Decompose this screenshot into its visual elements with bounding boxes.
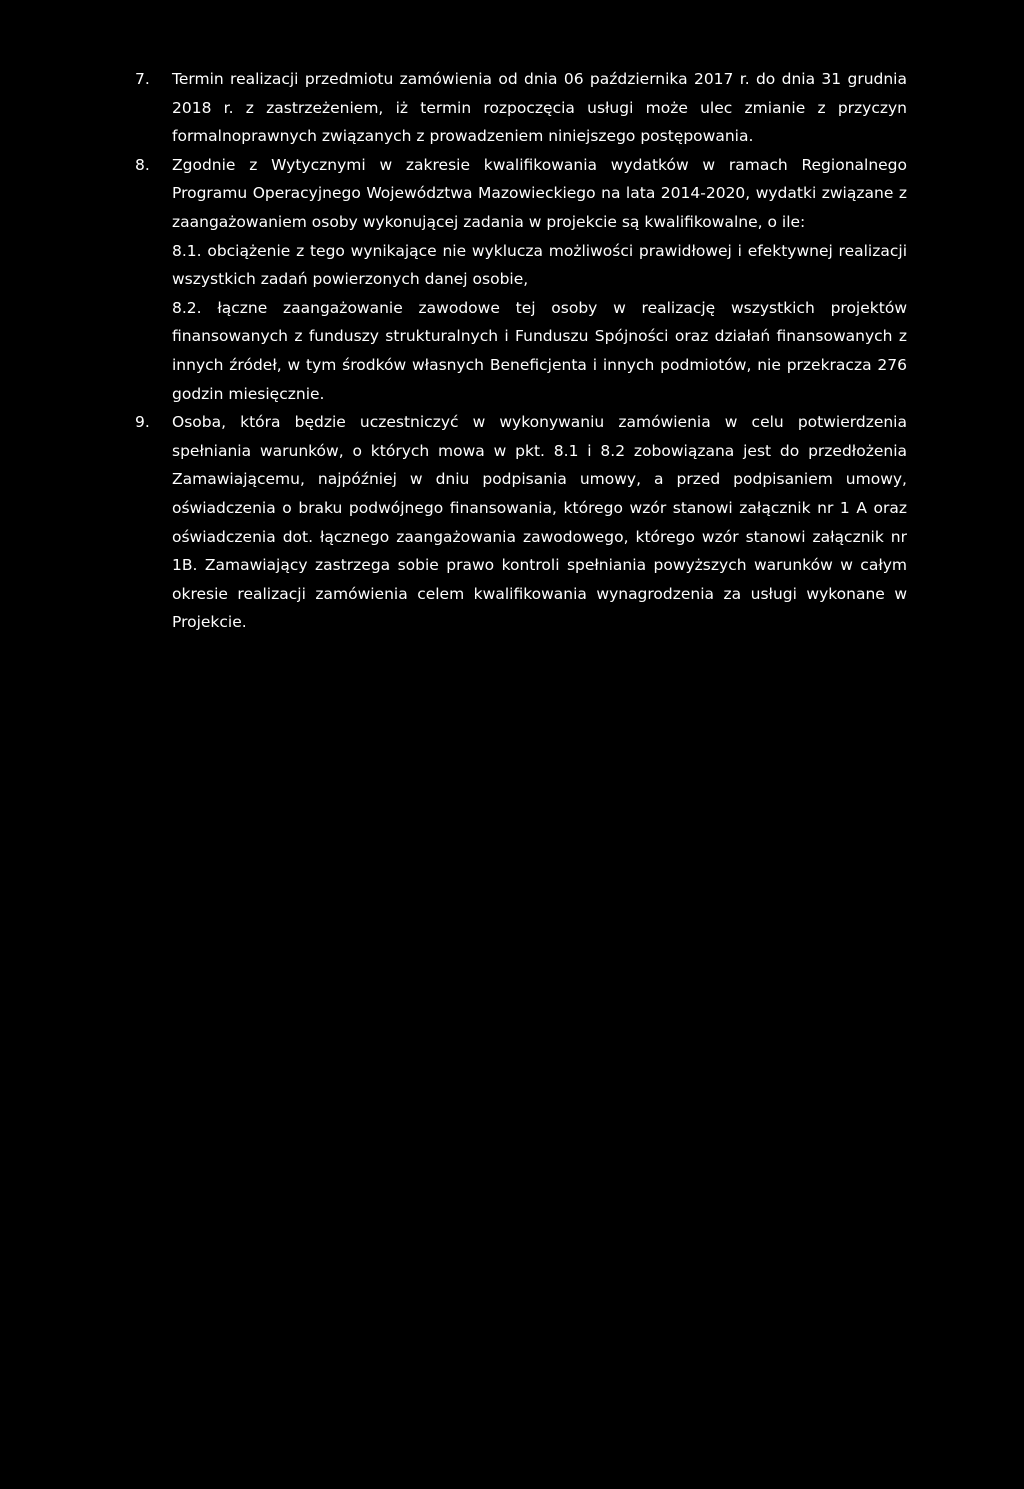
list-item-9 bbox=[135, 408, 907, 637]
list-item-7 bbox=[135, 65, 907, 151]
item-number: 7. bbox=[135, 70, 150, 88]
item-text: Termin realizacji przedmiotu zamówienia od dnia 06 października 2017 r. do dnia 31 grudnia 2018 r. z zastrzeżeniem, iż termin rozpoczęcia usługi może ulec zmianie z przyczyn formalnoprawnych związanych z prowadzeniem niniejszego postępowania. bbox=[172, 70, 907, 146]
item-number: 8. bbox=[135, 155, 150, 174]
item-text: Zgodnie z Wytycznymi w zakresie kwalifikowania wydatków w ramach Regionalnego Programu Operacyjnego Województwa Mazowieckiego na lata 2014-2020, wydatki związane z zaangażowaniem osoby wykonującej zadania w projekcie są kwalifikowalne, o ile: bbox=[172, 155, 907, 231]
list-item-8 bbox=[135, 151, 907, 408]
subitem-8-1: 8.1. obciążenie z tego wynikające nie wyklucza możliwości prawidłowej i efektywnej realizacji wszystkich zadań powierzonych danej osobie, bbox=[172, 241, 907, 289]
document-body bbox=[135, 65, 907, 637]
subitem-8-2: 8.2. łączne zaangażowanie zawodowe tej osoby w realizację wszystkich projektów finansowanych z funduszy strukturalnych i Funduszu Spójności oraz działań finansowanych z innych źródeł, w tym środków własnych Beneficjenta i innych podmiotów, nie przekracza 276 godzin miesięcznie. bbox=[172, 298, 907, 403]
item-text: Osoba, która będzie uczestniczyć w wykonywaniu zamówienia w celu potwierdzenia spełniania warunków, o których mowa w pkt. 8.1 i 8.2 zobowiązana jest do przedłożenia Zamawiającemu, najpóźniej w dniu podpisania umowy, a przed podpisaniem umowy, oświadczenia o braku podwójnego finansowania, którego wzór stanowi załącznik nr 1 A oraz oświadczenia dot. łącznego zaangażowania zawodowego, którego wzór stanowi załącznik nr 1B. Zamawiający zastrzega sobie prawo kontroli spełniania powyższych warunków w całym okresie realizacji zamówienia celem kwalifikowania wynagrodzenia za usługi wykonane w Projekcie. bbox=[172, 413, 907, 632]
item-number: 9. bbox=[135, 413, 150, 432]
